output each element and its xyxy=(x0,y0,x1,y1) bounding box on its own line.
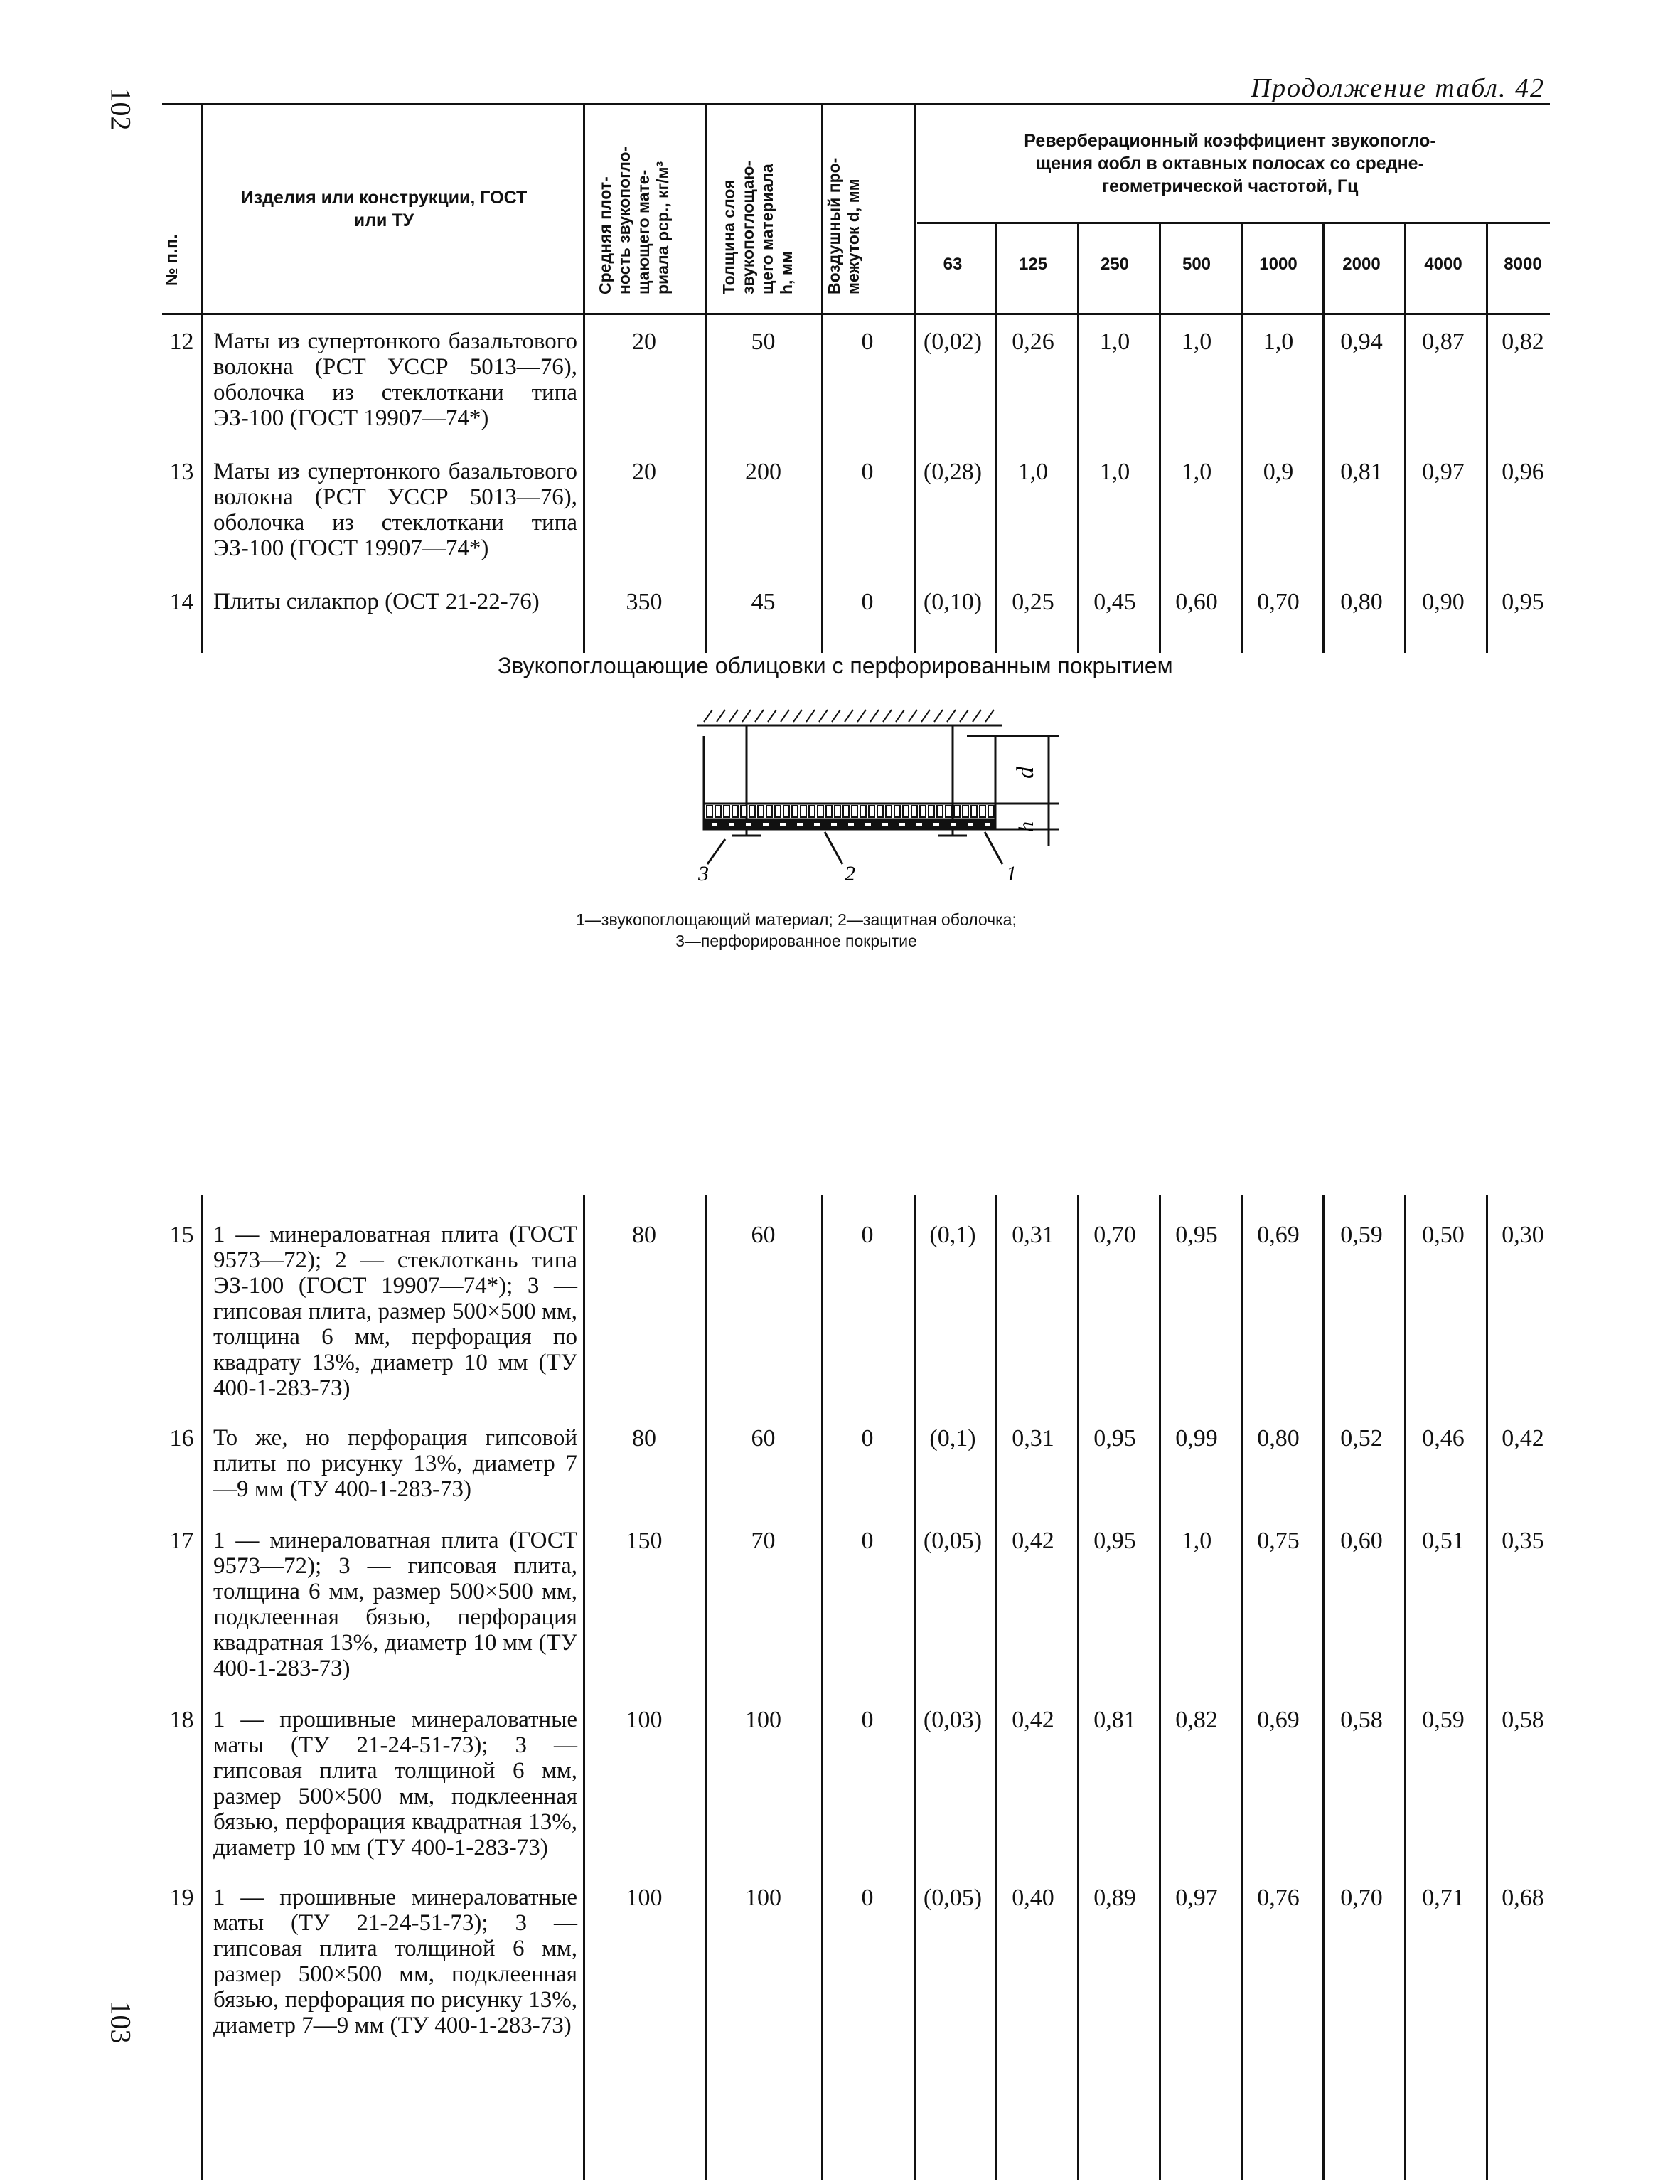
row-air-gap: 0 xyxy=(861,589,874,615)
row-alpha-2000: 0,60 xyxy=(1340,1528,1383,1554)
row-alpha-1000: 0,75 xyxy=(1257,1528,1300,1554)
figure-legend-line-1: 1—звукопоглощающий материал; 2—защитная оболочка; xyxy=(576,910,1017,929)
header-bottom-rule xyxy=(162,313,1550,315)
section-title: Звукопоглощающие облицовки с перфорированным покрытием xyxy=(498,653,1173,678)
row-alpha-8000: 0,58 xyxy=(1502,1707,1544,1733)
material-block xyxy=(843,806,849,817)
row-alpha-125: 0,25 xyxy=(1012,589,1054,615)
row-thickness: 60 xyxy=(751,1425,776,1451)
row-alpha-2000: 0,59 xyxy=(1340,1222,1383,1248)
row-description: 1 — минераловатная плита (ГОСТ 9573—72); 2 — стеклоткань типа ЭЗ-100 (ГОСТ 19907—74*); 3 — гипсовая плита, размер 500×500 мм, толщина 6 мм, перфорация по квадрату 13%, диаметр 10 мм (ТУ 400-1-283-73) xyxy=(213,1222,577,1401)
row-alpha-4000: 0,59 xyxy=(1422,1707,1465,1733)
diagram-label-d: d xyxy=(1012,767,1039,779)
row-alpha-250: 0,81 xyxy=(1093,1707,1136,1733)
row-alpha-500: 0,95 xyxy=(1175,1222,1218,1248)
row-alpha-125: 0,31 xyxy=(1012,1222,1054,1248)
row-description: Маты из супертонкого базальтового волокна (РСТ УССР 5013—76), оболочка из стеклоткани типа ЭЗ-100 (ГОСТ 19907—74*) xyxy=(213,329,577,431)
column-rule xyxy=(821,1195,823,2180)
material-block xyxy=(818,806,823,817)
row-density: 100 xyxy=(626,1885,663,1911)
diagram-label-h: h xyxy=(1015,821,1038,832)
row-alpha-63: (0,28) xyxy=(923,459,983,485)
row-alpha-8000: 0,42 xyxy=(1502,1425,1544,1451)
material-block xyxy=(988,806,994,817)
perforation-hole xyxy=(933,822,940,826)
perforation-hole xyxy=(847,822,855,826)
row-alpha-125: 0,42 xyxy=(1012,1707,1054,1733)
material-block xyxy=(869,806,874,817)
figure-legend-line-2: 3—перфорированное покрытие xyxy=(675,932,917,950)
row-number: 12 xyxy=(169,329,194,355)
row-thickness: 100 xyxy=(745,1885,781,1911)
perforation-hole xyxy=(745,822,752,826)
row-alpha-250: 0,70 xyxy=(1093,1222,1136,1248)
row-alpha-2000: 0,81 xyxy=(1340,459,1383,485)
material-block xyxy=(741,806,747,817)
row-alpha-500: 0,82 xyxy=(1175,1707,1218,1733)
material-block xyxy=(783,806,789,817)
frequency-4000: 4000 xyxy=(1424,255,1462,274)
row-alpha-63: (0,05) xyxy=(923,1885,983,1911)
row-alpha-500: 1,0 xyxy=(1181,1528,1212,1554)
row-alpha-8000: 0,95 xyxy=(1502,589,1544,615)
diagram-label-2: 2 xyxy=(845,862,855,885)
header-col-air-gap: Воздушный про- межуток d, мм xyxy=(825,157,862,294)
column-rule xyxy=(821,105,823,653)
row-number: 14 xyxy=(169,589,194,615)
row-description: То же, но перфорация гипсовой плиты по рисунку 13%, диаметр 7—9 мм (ТУ 400-1-283-73) xyxy=(213,1425,577,1502)
column-rule xyxy=(1322,1195,1325,2180)
row-thickness: 70 xyxy=(751,1528,776,1554)
material-block xyxy=(971,806,977,817)
header-col-product: Изделия или конструкции, ГОСТ или ТУ xyxy=(240,188,528,230)
row-thickness: 50 xyxy=(751,329,776,355)
material-block xyxy=(911,806,917,817)
material-block xyxy=(929,806,934,817)
diagram-label-1: 1 xyxy=(1006,862,1017,885)
material-block xyxy=(732,806,738,817)
material-block xyxy=(886,806,892,817)
column-rule xyxy=(1077,1195,1079,2180)
row-alpha-8000: 0,68 xyxy=(1502,1885,1544,1911)
row-description: 1 — минераловатная плита (ГОСТ 9573—72); 3 — гипсовая плита, толщина 6 мм, размер 500×500 мм, подклеенная бязью, перфорация квадратная 13%, диаметр 10 мм (ТУ 400-1-283-73) xyxy=(213,1528,577,1681)
row-air-gap: 0 xyxy=(861,1707,874,1733)
material-block xyxy=(715,806,721,817)
material-block xyxy=(749,806,755,817)
material-block xyxy=(894,806,900,817)
material-block xyxy=(758,806,764,817)
row-alpha-1000: 0,80 xyxy=(1257,1425,1300,1451)
diagram-label-3: 3 xyxy=(698,862,709,885)
row-alpha-2000: 0,94 xyxy=(1340,329,1383,355)
row-alpha-63: (0,03) xyxy=(923,1707,983,1733)
row-alpha-1000: 0,76 xyxy=(1257,1885,1300,1911)
material-block xyxy=(801,806,806,817)
frequency-1000: 1000 xyxy=(1259,255,1298,274)
perforation-hole xyxy=(882,822,889,826)
row-thickness: 100 xyxy=(745,1707,781,1733)
row-alpha-2000: 0,52 xyxy=(1340,1425,1383,1451)
row-number: 15 xyxy=(169,1222,194,1248)
material-block xyxy=(980,806,985,817)
row-alpha-250: 0,95 xyxy=(1093,1425,1136,1451)
row-thickness: 60 xyxy=(751,1222,776,1248)
header-col-thickness: Толщина слоя звукопоглощаю- щего материала h, мм xyxy=(719,160,796,294)
row-alpha-63: (0,1) xyxy=(929,1425,976,1451)
perforation-hole xyxy=(711,822,718,826)
column-rule xyxy=(1404,1195,1406,2180)
frequency-2000: 2000 xyxy=(1342,255,1381,274)
row-alpha-4000: 0,50 xyxy=(1422,1222,1465,1248)
row-alpha-63: (0,02) xyxy=(923,329,983,355)
row-alpha-63: (0,05) xyxy=(923,1528,983,1554)
row-density: 80 xyxy=(632,1222,656,1248)
header-col-reverb: Реверберационный коэффициент звукопогло- щения αобл в октавных полосах со средне- геометрической частотой, Гц xyxy=(1024,131,1436,196)
column-rule xyxy=(914,105,916,653)
row-air-gap: 0 xyxy=(861,1885,874,1911)
row-alpha-500: 0,97 xyxy=(1175,1885,1218,1911)
row-description: 1 — прошивные минераловатные маты (ТУ 21-24-51-73); 3 — гипсовая плита толщиной 6 мм, размер 500×500 мм, подклеенная бязью, перфорация квадратная 13%, диаметр 10 мм (ТУ 400-1-283-73) xyxy=(213,1707,577,1860)
perforation-hole xyxy=(984,822,991,826)
material-block xyxy=(826,806,832,817)
row-description: Плиты силакпор (ОСТ 21-22-76) xyxy=(213,589,540,614)
row-alpha-250: 0,89 xyxy=(1093,1885,1136,1911)
column-rule xyxy=(995,1195,997,2180)
row-alpha-1000: 0,70 xyxy=(1257,589,1300,615)
table-continuation-caption: Продолжение табл. 42 xyxy=(1251,73,1545,103)
material-block xyxy=(792,806,798,817)
row-number: 17 xyxy=(169,1528,194,1554)
row-alpha-4000: 0,71 xyxy=(1422,1885,1465,1911)
row-alpha-8000: 0,82 xyxy=(1502,329,1544,355)
material-block xyxy=(877,806,883,817)
frequency-rule xyxy=(917,222,1550,224)
frequency-63: 63 xyxy=(943,255,963,274)
row-alpha-4000: 0,51 xyxy=(1422,1528,1465,1554)
perforation-hole xyxy=(865,822,872,826)
row-alpha-125: 0,31 xyxy=(1012,1425,1054,1451)
row-air-gap: 0 xyxy=(861,1222,874,1248)
perforation-hole xyxy=(899,822,906,826)
material-block xyxy=(946,806,951,817)
row-alpha-2000: 0,58 xyxy=(1340,1707,1383,1733)
row-alpha-1000: 0,69 xyxy=(1257,1222,1300,1248)
row-description: Маты из супертонкого базальтового волокна (РСТ УССР 5013—76), оболочка из стеклоткани типа ЭЗ-100 (ГОСТ 19907—74*) xyxy=(213,459,577,561)
row-thickness: 45 xyxy=(751,589,776,615)
perforation-hole xyxy=(967,822,974,826)
row-alpha-2000: 0,80 xyxy=(1340,589,1383,615)
row-alpha-125: 1,0 xyxy=(1017,459,1049,485)
perforation-hole xyxy=(830,822,838,826)
row-alpha-2000: 0,70 xyxy=(1340,1885,1383,1911)
row-air-gap: 0 xyxy=(861,1528,874,1554)
frequency-250: 250 xyxy=(1100,255,1130,274)
row-alpha-250: 1,0 xyxy=(1099,459,1130,485)
row-alpha-250: 1,0 xyxy=(1099,329,1130,355)
row-alpha-250: 0,45 xyxy=(1093,589,1136,615)
material-block xyxy=(903,806,909,817)
material-block xyxy=(775,806,781,817)
material-block xyxy=(937,806,943,817)
row-alpha-500: 1,0 xyxy=(1181,329,1212,355)
column-rule xyxy=(914,1195,916,2180)
material-block xyxy=(860,806,866,817)
row-density: 350 xyxy=(626,589,663,615)
perforation-hole xyxy=(762,822,769,826)
perforation-hole xyxy=(950,822,957,826)
column-rule xyxy=(705,1195,707,2180)
row-alpha-500: 0,99 xyxy=(1175,1425,1218,1451)
material-block xyxy=(766,806,772,817)
perforation-hole xyxy=(728,822,735,826)
row-air-gap: 0 xyxy=(861,1425,874,1451)
material-block xyxy=(920,806,926,817)
row-number: 16 xyxy=(169,1425,194,1451)
row-alpha-125: 0,26 xyxy=(1012,329,1054,355)
frequency-500: 500 xyxy=(1182,255,1211,274)
row-air-gap: 0 xyxy=(861,459,874,485)
column-rule xyxy=(201,1195,203,2180)
column-rule xyxy=(583,1195,585,2180)
material-block xyxy=(963,806,968,817)
row-alpha-4000: 0,97 xyxy=(1422,459,1465,485)
column-rule xyxy=(1486,1195,1488,2180)
header-col-number: № п.п. xyxy=(162,234,181,286)
row-alpha-8000: 0,96 xyxy=(1502,459,1544,485)
row-alpha-63: (0,10) xyxy=(923,589,983,615)
header-col-density: Средняя плот- ность звукопогло- щающего мате- риала ρср., кг/м³ xyxy=(596,146,672,294)
row-alpha-1000: 0,9 xyxy=(1263,459,1294,485)
page-number-bottom: 103 xyxy=(105,2001,137,2044)
row-alpha-1000: 0,69 xyxy=(1257,1707,1300,1733)
row-description: 1 — прошивные минераловатные маты (ТУ 21-24-51-73); 3 — гипсовая плита толщиной 6 мм, размер 500×500 мм, подклеенная бязью, перфорация по рисунку 13%, диаметр 7—9 мм (ТУ 400-1-283-73) xyxy=(213,1885,577,2038)
material-block xyxy=(852,806,857,817)
row-alpha-1000: 1,0 xyxy=(1263,329,1294,355)
row-thickness: 200 xyxy=(745,459,781,485)
perforated-cladding-diagram xyxy=(683,704,1081,896)
material-block xyxy=(835,806,840,817)
row-alpha-500: 1,0 xyxy=(1181,459,1212,485)
row-number: 13 xyxy=(169,459,194,485)
row-density: 20 xyxy=(632,329,656,355)
table-top-rule xyxy=(162,103,1550,105)
frequency-8000: 8000 xyxy=(1504,255,1542,274)
row-alpha-250: 0,95 xyxy=(1093,1528,1136,1554)
row-alpha-125: 0,40 xyxy=(1012,1885,1054,1911)
row-alpha-8000: 0,30 xyxy=(1502,1222,1544,1248)
row-alpha-4000: 0,90 xyxy=(1422,589,1465,615)
row-alpha-63: (0,1) xyxy=(929,1222,976,1248)
row-number: 19 xyxy=(169,1885,194,1911)
column-rule xyxy=(201,105,203,653)
material-block xyxy=(809,806,815,817)
row-density: 150 xyxy=(626,1528,663,1554)
row-alpha-8000: 0,35 xyxy=(1502,1528,1544,1554)
column-rule xyxy=(1159,1195,1161,2180)
perforation-hole xyxy=(779,822,786,826)
material-block xyxy=(954,806,960,817)
row-alpha-4000: 0,46 xyxy=(1422,1425,1465,1451)
page-number-top: 102 xyxy=(105,87,137,131)
column-rule xyxy=(1241,1195,1243,2180)
perforation-hole xyxy=(813,822,820,826)
material-block xyxy=(724,806,729,817)
material-block xyxy=(707,806,712,817)
row-alpha-125: 0,42 xyxy=(1012,1528,1054,1554)
frequency-125: 125 xyxy=(1018,255,1048,274)
row-number: 18 xyxy=(169,1707,194,1733)
perforation-hole xyxy=(796,822,803,826)
column-rule xyxy=(583,105,585,653)
row-alpha-4000: 0,87 xyxy=(1422,329,1465,355)
perforation-hole xyxy=(916,822,923,826)
row-air-gap: 0 xyxy=(861,329,874,355)
row-density: 100 xyxy=(626,1707,663,1733)
column-rule xyxy=(705,105,707,653)
row-alpha-500: 0,60 xyxy=(1175,589,1218,615)
row-density: 80 xyxy=(632,1425,656,1451)
row-density: 20 xyxy=(632,459,656,485)
